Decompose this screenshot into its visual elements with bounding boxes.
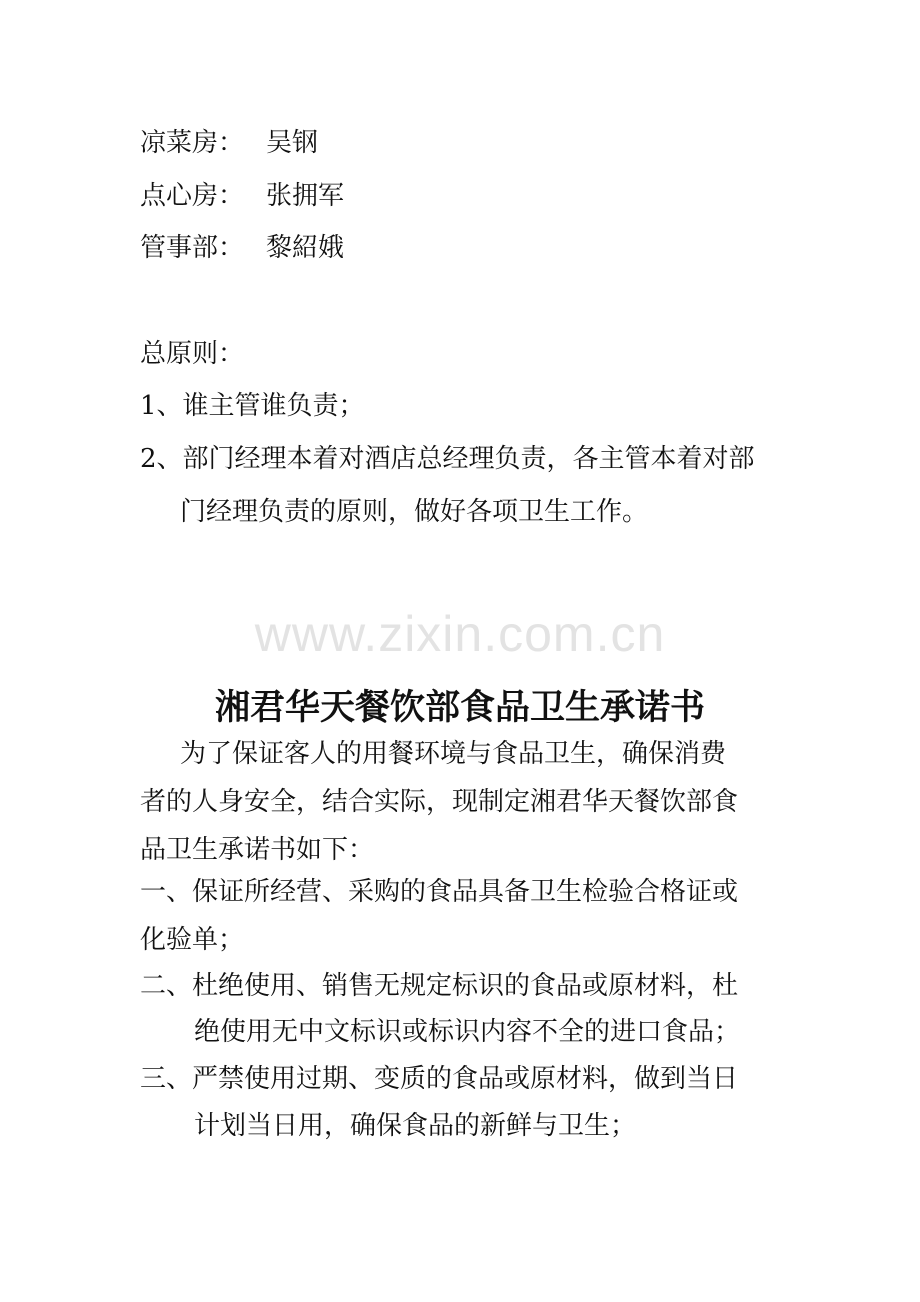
staff-name: 张拥军: [266, 181, 345, 211]
pledge-title: 湘君华天餐饮部食品卫生承诺书: [214, 688, 705, 728]
principle-item-2-line-2: 门经理负责的原则，做好各项卫生工作。: [180, 497, 649, 527]
staff-row-pastry: [140, 181, 344, 211]
pledge-item-3-line-2: 计划当日用，确保食品的新鲜与卫生；: [194, 1111, 637, 1141]
staff-name: 黎紹娥: [266, 233, 345, 263]
pledge-intro-line-2: 者的人身安全，结合实际，现制定湘君华天餐饮部食: [140, 787, 739, 817]
principles-heading: 总原则：: [140, 339, 245, 369]
staff-role: 管事部：: [140, 233, 245, 263]
pledge-item-1-line-2: 化验单；: [140, 925, 245, 955]
staff-role: 点心房：: [140, 181, 245, 211]
principle-item-2-line-1: 2、部门经理本着对酒店总经理负责，各主管本着对部: [140, 444, 755, 474]
watermark: www.zixin.com.cn: [254, 606, 666, 662]
pledge-item-3-line-1: 三、严禁使用过期、变质的食品或原材料，做到当日: [140, 1064, 739, 1094]
staff-role: 凉菜房：: [140, 128, 245, 158]
pledge-item-2-line-1: 二、杜绝使用、销售无规定标识的食品或原材料，杜: [140, 971, 739, 1001]
staff-name: 吴钢: [266, 128, 319, 158]
staff-row-cold-kitchen: [140, 128, 318, 158]
pledge-item-2-line-2: 绝使用无中文标识或标识内容不全的进口食品；: [194, 1017, 741, 1047]
pledge-item-1-line-1: 一、保证所经营、采购的食品具备卫生检验合格证或: [140, 877, 739, 907]
principle-item-1: 1、谁主管谁负责；: [140, 391, 365, 421]
staff-row-stewarding: [140, 233, 344, 263]
pledge-intro-line-1: 为了保证客人的用餐环境与食品卫生，确保消费: [180, 739, 727, 769]
pledge-intro-line-3: 品卫生承诺书如下：: [140, 835, 375, 865]
